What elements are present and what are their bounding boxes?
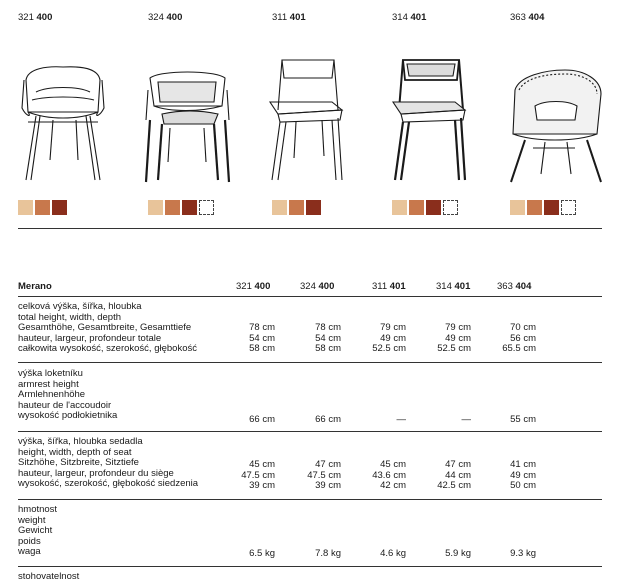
swatch-dark — [182, 200, 197, 215]
row-rule — [18, 362, 602, 363]
table-cell: 45 cm 43.6 cm 42 cm — [372, 459, 406, 492]
table-title: Merano — [18, 281, 52, 292]
swatch-light — [272, 200, 287, 215]
swatch-upholstery-placeholder — [443, 200, 458, 215]
row-rule — [18, 566, 602, 567]
table-cell: 55 cm — [510, 414, 536, 425]
table-cell: 47 cm 44 cm 42.5 cm — [437, 459, 471, 492]
chair-image-324400 — [140, 50, 235, 185]
swatch-mid — [409, 200, 424, 215]
finish-swatches-3 — [272, 200, 321, 215]
chair-image-321400 — [18, 50, 108, 185]
table-cell: 7.8 kg — [315, 548, 341, 559]
swatch-dark — [306, 200, 321, 215]
swatch-light — [392, 200, 407, 215]
swatch-mid — [35, 200, 50, 215]
product-code-5: 363 404 — [510, 12, 545, 23]
chair-image-311401 — [262, 50, 347, 185]
table-cell: — — [461, 414, 471, 425]
swatch-dark — [52, 200, 67, 215]
swatch-upholstery-placeholder — [199, 200, 214, 215]
swatch-dark — [426, 200, 441, 215]
table-cell: 41 cm 49 cm 50 cm — [510, 459, 536, 492]
product-code-2: 324 400 — [148, 12, 183, 23]
finish-swatches-5 — [510, 200, 576, 215]
row-label-armrest-height: výška loketníku armrest height Armlehnenhöhe hauteur de l'accoudoir wysokość podłokietnika — [18, 368, 118, 422]
swatch-light — [510, 200, 525, 215]
row-label-overall-dimensions: celková výška, šířka, hloubka total height, width, depth Gesamthöhe, Gesamtbreite, Gesamttiefe hauteur, largeur, profondeur totale całkowita wysokość, szerokość, głębokość — [18, 301, 197, 355]
row-rule — [18, 499, 602, 500]
table-column-header: 311 401 — [372, 281, 406, 292]
finish-swatches-1 — [18, 200, 67, 215]
swatch-light — [148, 200, 163, 215]
table-column-header: 321 400 — [236, 281, 271, 292]
chair-image-363404 — [505, 50, 605, 185]
row-label-weight: hmotnost weight Gewicht poids waga — [18, 504, 58, 558]
table-cell: 6.5 kg — [249, 548, 275, 559]
table-cell: 79 cm 49 cm 52.5 cm — [437, 322, 471, 355]
table-cell: 4.6 kg — [380, 548, 406, 559]
row-rule — [18, 431, 602, 432]
table-cell: 78 cm 54 cm 58 cm — [315, 322, 341, 355]
chair-image-314401 — [385, 50, 470, 185]
table-cell: 9.3 kg — [510, 548, 536, 559]
swatch-dark — [544, 200, 559, 215]
table-cell: 45 cm 47.5 cm 39 cm — [241, 459, 275, 492]
table-cell: 70 cm 56 cm 65.5 cm — [502, 322, 536, 355]
table-cell: — — [396, 414, 406, 425]
table-cell: 79 cm 49 cm 52.5 cm — [372, 322, 406, 355]
table-cell: 47 cm 47.5 cm 39 cm — [307, 459, 341, 492]
row-label-seat-dimensions: výška, šířka, hloubka sedadla height, width, depth of seat Sitzhöhe, Sitzbreite, Sitztiefe hauteur, largeur, profondeur du siège wysokość, szerokość, głębokość siedzenia — [18, 436, 199, 490]
product-code-3: 311 401 — [272, 12, 306, 23]
product-code-4: 314 401 — [392, 12, 427, 23]
finish-swatches-2 — [148, 200, 214, 215]
table-cell: 66 cm — [315, 414, 341, 425]
table-cell: 78 cm 54 cm 58 cm — [249, 322, 275, 355]
swatch-mid — [165, 200, 180, 215]
swatch-mid — [289, 200, 304, 215]
table-column-header: 324 400 — [300, 281, 335, 292]
swatch-light — [18, 200, 33, 215]
finish-swatches-4 — [392, 200, 458, 215]
table-cell: 66 cm — [249, 414, 275, 425]
swatch-upholstery-placeholder — [561, 200, 576, 215]
divider — [18, 228, 602, 229]
product-code-1: 321 400 — [18, 12, 53, 23]
table-header-rule — [18, 296, 602, 297]
swatch-mid — [527, 200, 542, 215]
table-column-header: 314 401 — [436, 281, 471, 292]
table-column-header: 363 404 — [497, 281, 532, 292]
row-label-stackability: stohovatelnost — [18, 571, 80, 582]
table-cell: 5.9 kg — [445, 548, 471, 559]
